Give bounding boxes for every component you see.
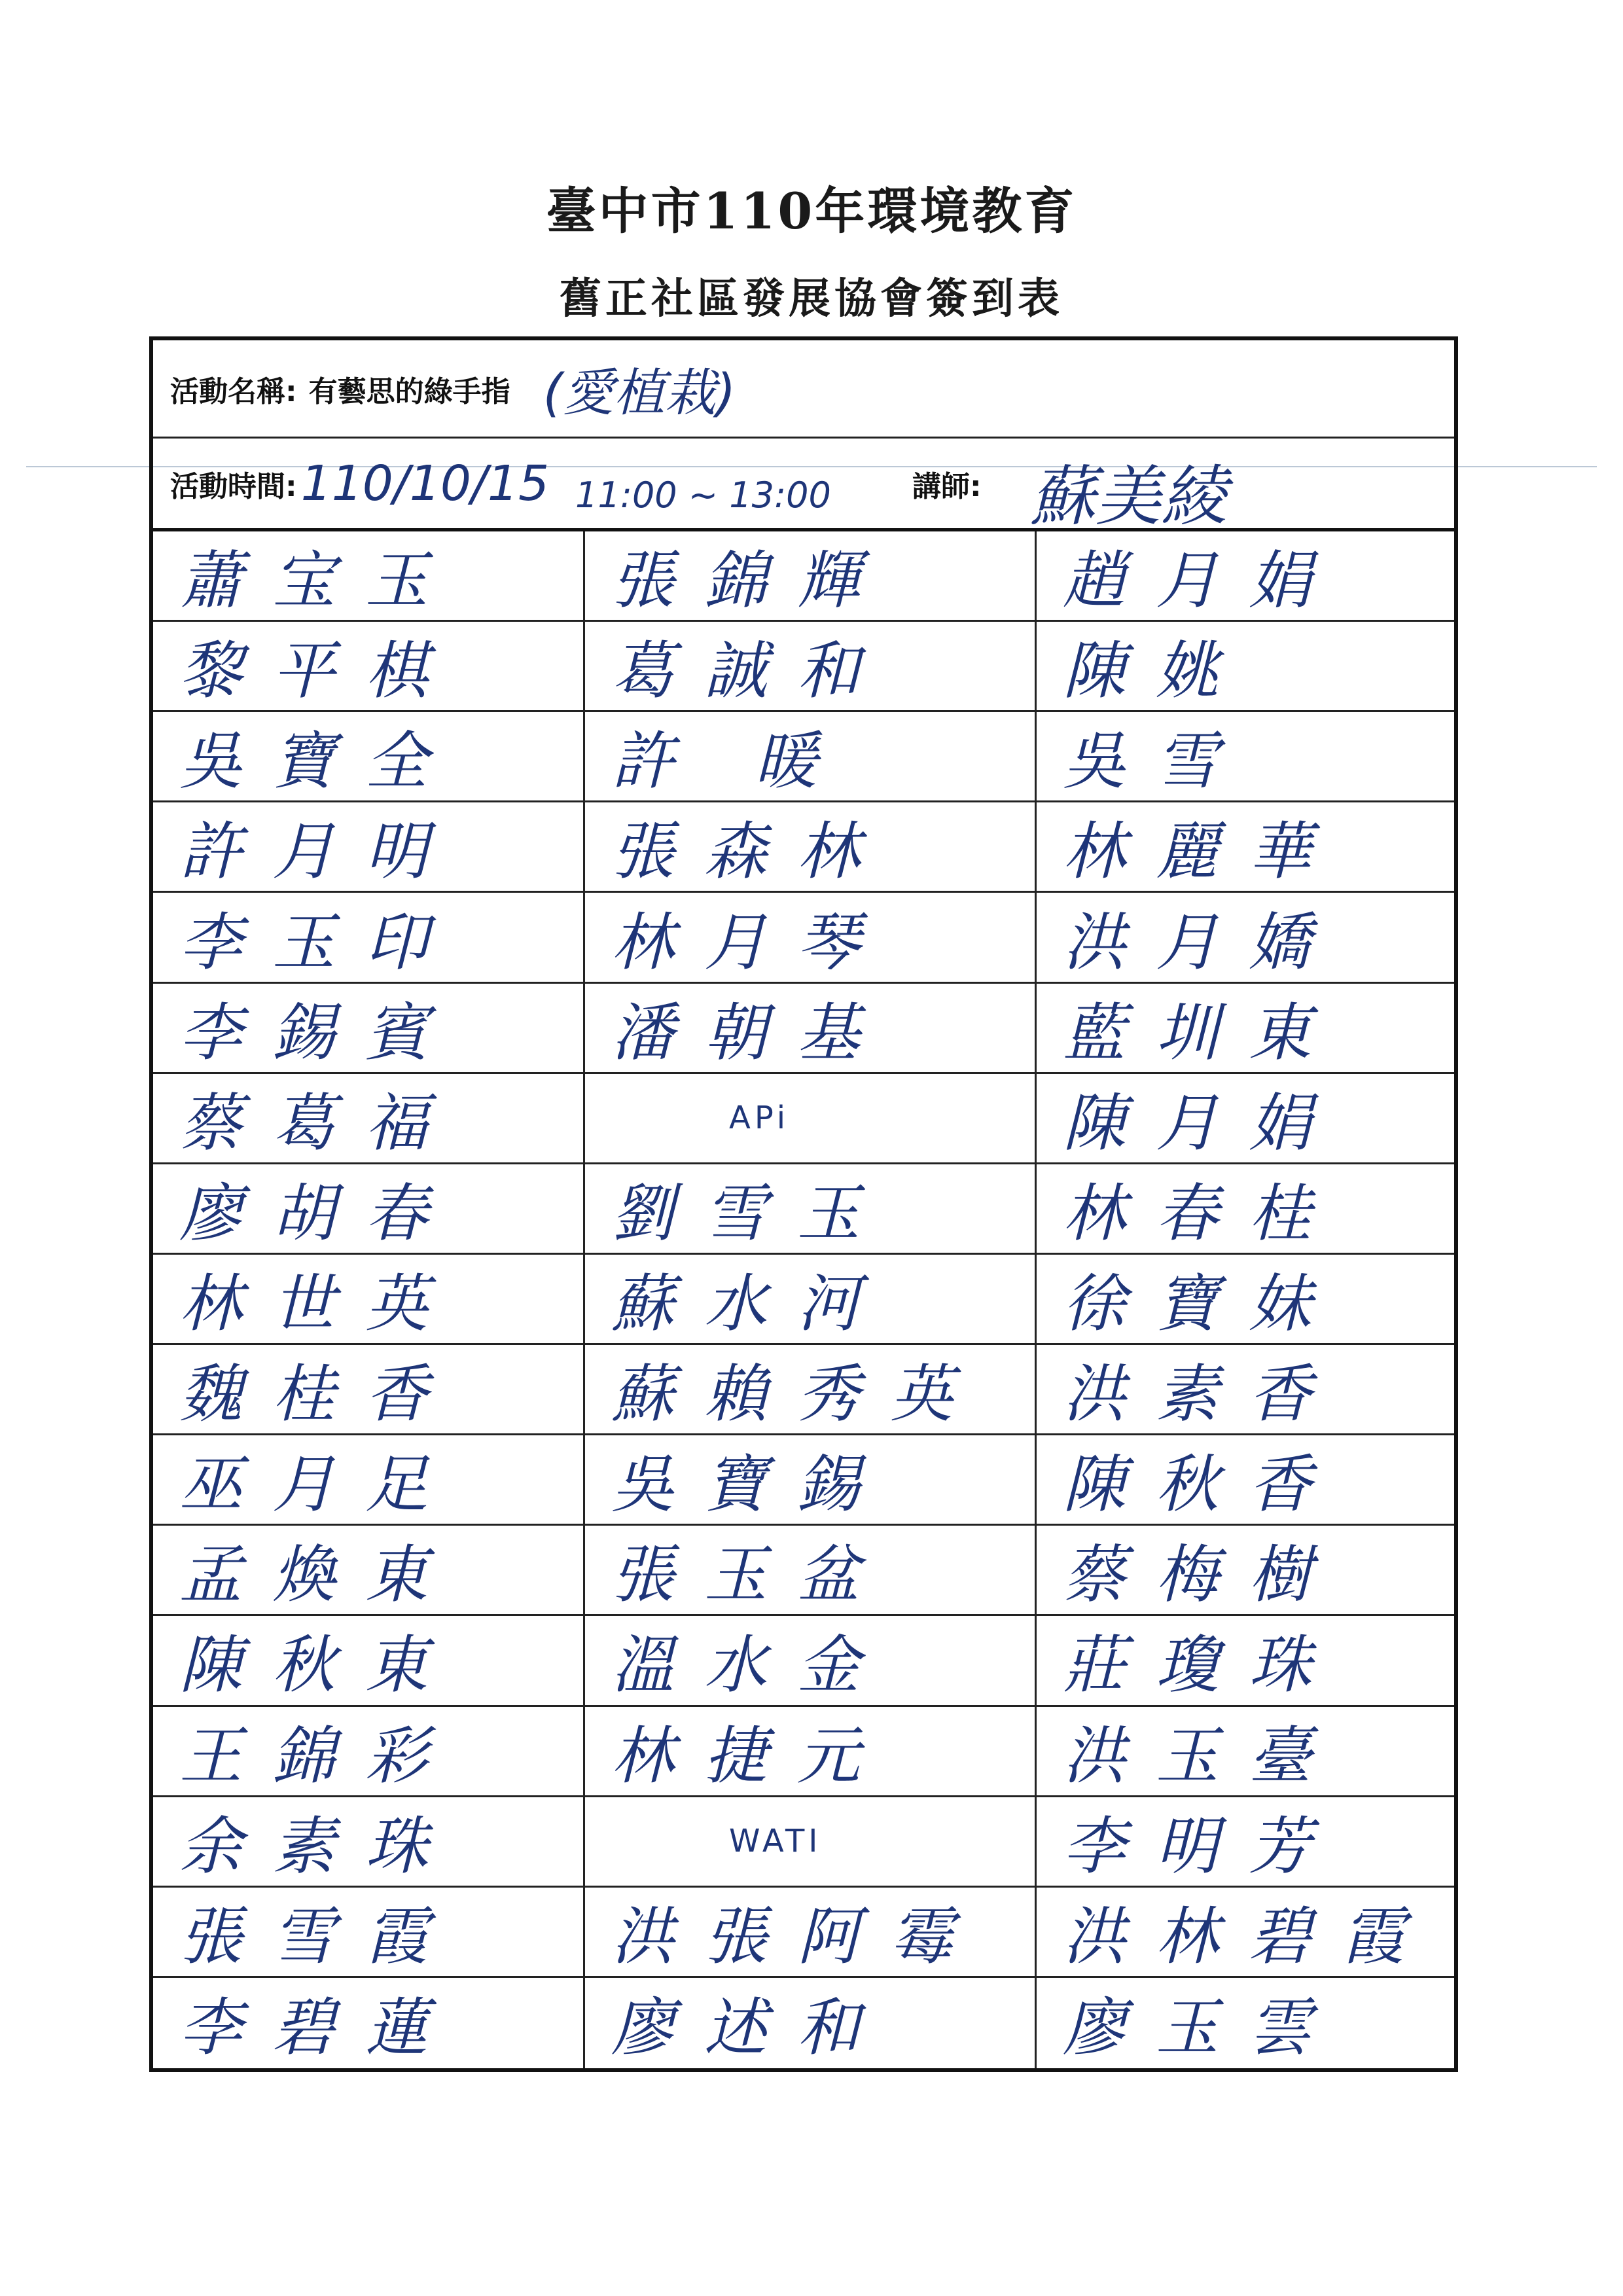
signature-cell: 洪素香 — [1037, 1345, 1454, 1435]
document-title: 臺中市110年環境教育 — [546, 182, 1077, 240]
signature-cell: 林麗華 — [1037, 802, 1454, 893]
signature-cell: 李碧蓮 — [153, 1978, 585, 2068]
signature-cell: 林春桂 — [1037, 1164, 1454, 1255]
sign-in-table — [149, 336, 1458, 2072]
activity-date: 110/10/15 — [300, 455, 550, 512]
signature-cell: 莊瓊珠 — [1037, 1616, 1454, 1706]
signature-cell: 林捷元 — [585, 1707, 1037, 1797]
signature-cell: 許 暖 — [585, 712, 1037, 802]
signature-cell: 洪張阿霉 — [585, 1888, 1037, 1978]
signature-cell: 李錫賓 — [153, 984, 585, 1074]
activity-row — [153, 340, 1454, 439]
signature-cell: APi — [585, 1074, 1037, 1164]
signature-cell: 孟煥東 — [153, 1526, 585, 1616]
lecturer-name: 蘇美綾 — [1030, 458, 1226, 535]
signature-cell: 巫月足 — [153, 1435, 585, 1526]
signature-cell: 葛誠和 — [585, 622, 1037, 712]
lecturer-label: 講師: — [912, 469, 982, 503]
signature-cell: 吳寶錫 — [585, 1435, 1037, 1526]
signature-cell: 李玉印 — [153, 893, 585, 983]
signature-cell: 吳寶全 — [153, 712, 585, 802]
signature-cell: 魏桂香 — [153, 1345, 585, 1435]
signature-cell: 廖述和 — [585, 1978, 1037, 2068]
signature-cell: 趙月娟 — [1037, 531, 1454, 622]
signature-cell: 洪林碧霞 — [1037, 1888, 1454, 1978]
signature-cell: 黎平棋 — [153, 622, 585, 712]
signature-cell: 林月琴 — [585, 893, 1037, 983]
signature-cell: 吳雪 — [1037, 712, 1454, 802]
signature-cell: 藍圳東 — [1037, 984, 1454, 1074]
signature-cell: 陳月娟 — [1037, 1074, 1454, 1164]
signature-cell: 蔡葛福 — [153, 1074, 585, 1164]
signature-cell: 張錦輝 — [585, 531, 1037, 622]
activity-name: 有藝思的綠手指 — [308, 374, 510, 408]
signature-cell: 潘朝基 — [585, 984, 1037, 1074]
signature-cell: 張雪霞 — [153, 1888, 585, 1978]
signature-cell: 劉雪玉 — [585, 1164, 1037, 1255]
signature-cell: 王錦彩 — [153, 1707, 585, 1797]
signature-cell: 林世英 — [153, 1255, 585, 1345]
signature-cell: 徐寶妹 — [1037, 1255, 1454, 1345]
signature-cell: 廖玉雲 — [1063, 1991, 1342, 2065]
signature-cell: 洪月嬌 — [1037, 893, 1454, 983]
signature-cell: 李明芳 — [1037, 1797, 1454, 1888]
activity-note: (愛植栽) — [543, 363, 736, 423]
signature-cell: 陳姚 — [1037, 622, 1454, 712]
signature-cell: 陳秋香 — [1037, 1435, 1454, 1526]
signature-cell: 余素珠 — [153, 1797, 585, 1888]
signature-cell: 洪玉臺 — [1037, 1707, 1454, 1797]
signature-grid — [153, 531, 1454, 2068]
signature-cell: 溫水金 — [585, 1616, 1037, 1706]
signature-cell: 廖胡春 — [153, 1164, 585, 1255]
signature-cell: WATI — [585, 1797, 1037, 1888]
activity-label: 活動名稱: — [170, 374, 297, 408]
document-subtitle: 舊正社區發展協會簽到表 — [560, 274, 1063, 323]
activity-time: 11:00 ~ 13:00 — [575, 475, 831, 516]
time-label: 活動時間: — [170, 469, 297, 503]
signature-cell: 蔡梅樹 — [1037, 1526, 1454, 1616]
signature-cell: 張玉盆 — [585, 1526, 1037, 1616]
signature-cell: 蘇水河 — [585, 1255, 1037, 1345]
time-row — [153, 439, 1454, 535]
signature-cell: 張森林 — [585, 802, 1037, 893]
signature-cell: 許月明 — [153, 802, 585, 893]
signature-cell: 陳秋東 — [153, 1616, 585, 1706]
signature-cell: 蘇賴秀英 — [585, 1345, 1037, 1435]
signature-cell: 蕭宝玉 — [153, 531, 585, 622]
